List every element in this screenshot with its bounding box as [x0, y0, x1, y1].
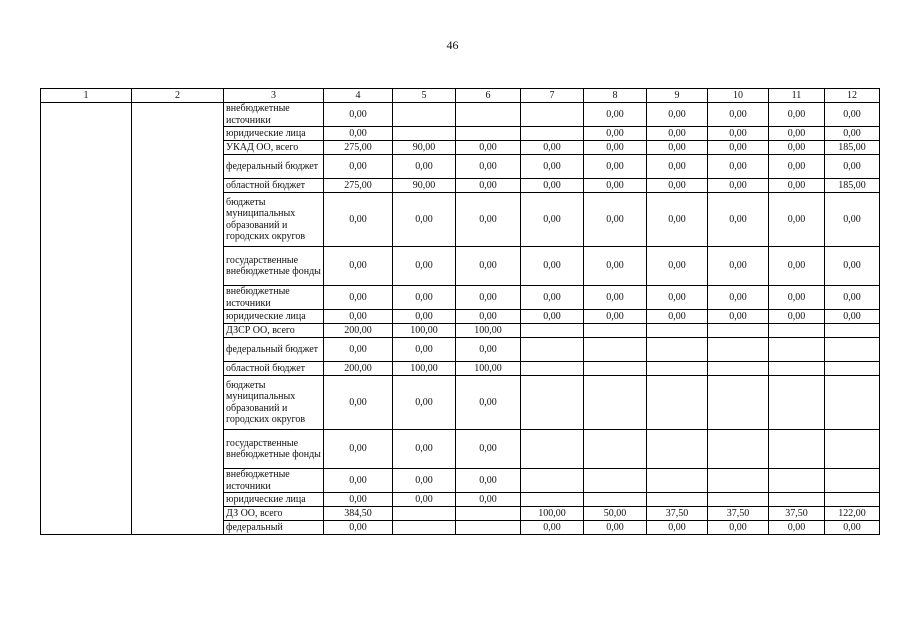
column-header: 8	[584, 89, 647, 103]
column-header: 2	[132, 89, 224, 103]
value-cell: 0,00	[456, 493, 521, 507]
value-cell	[584, 362, 647, 376]
row-label: юридические лица	[224, 493, 324, 507]
value-cell: 0,00	[708, 179, 769, 193]
merged-cell-col1	[41, 103, 132, 535]
value-cell	[769, 324, 825, 338]
value-cell: 0,00	[825, 247, 880, 286]
value-cell: 200,00	[324, 324, 393, 338]
value-cell: 0,00	[456, 469, 521, 493]
value-cell: 0,00	[521, 155, 584, 179]
value-cell	[584, 493, 647, 507]
value-cell	[456, 507, 521, 521]
value-cell: 0,00	[825, 310, 880, 324]
value-cell: 0,00	[584, 103, 647, 127]
value-cell	[769, 469, 825, 493]
value-cell: 0,00	[647, 155, 708, 179]
value-cell	[584, 430, 647, 469]
value-cell: 0,00	[393, 193, 456, 247]
value-cell: 0,00	[708, 127, 769, 141]
value-cell: 0,00	[584, 179, 647, 193]
value-cell	[393, 507, 456, 521]
row-label: федеральный бюджет	[224, 338, 324, 362]
value-cell: 0,00	[584, 141, 647, 155]
value-cell	[647, 338, 708, 362]
value-cell: 0,00	[324, 310, 393, 324]
value-cell	[825, 469, 880, 493]
value-cell	[825, 338, 880, 362]
value-cell: 0,00	[324, 469, 393, 493]
value-cell: 0,00	[324, 103, 393, 127]
value-cell	[825, 493, 880, 507]
value-cell: 0,00	[456, 247, 521, 286]
value-cell: 90,00	[393, 141, 456, 155]
column-header: 10	[708, 89, 769, 103]
value-cell: 0,00	[324, 286, 393, 310]
table-row	[41, 103, 880, 127]
value-cell	[825, 376, 880, 430]
value-cell	[521, 103, 584, 127]
value-cell	[521, 376, 584, 430]
value-cell: 0,00	[825, 127, 880, 141]
value-cell: 0,00	[521, 193, 584, 247]
value-cell: 275,00	[324, 141, 393, 155]
row-label: внебюджетные источники	[224, 286, 324, 310]
value-cell: 0,00	[825, 286, 880, 310]
value-cell: 0,00	[708, 155, 769, 179]
row-label: федеральный бюджет	[224, 155, 324, 179]
value-cell: 0,00	[393, 338, 456, 362]
value-cell: 0,00	[393, 247, 456, 286]
column-header: 9	[647, 89, 708, 103]
budget-table	[40, 88, 880, 535]
row-label: государственные внебюджетные фонды	[224, 430, 324, 469]
value-cell	[769, 430, 825, 469]
value-cell: 384,50	[324, 507, 393, 521]
value-cell	[647, 376, 708, 430]
row-label: областной бюджет	[224, 179, 324, 193]
value-cell: 100,00	[456, 362, 521, 376]
value-cell: 100,00	[393, 324, 456, 338]
row-label: внебюджетные источники	[224, 103, 324, 127]
value-cell: 0,00	[324, 376, 393, 430]
value-cell: 122,00	[825, 507, 880, 521]
row-label: федеральный	[224, 521, 324, 535]
value-cell: 0,00	[769, 179, 825, 193]
header-row	[41, 89, 880, 103]
value-cell: 0,00	[647, 193, 708, 247]
value-cell: 0,00	[521, 286, 584, 310]
value-cell	[647, 493, 708, 507]
value-cell	[769, 376, 825, 430]
value-cell: 0,00	[521, 310, 584, 324]
value-cell	[393, 521, 456, 535]
value-cell: 0,00	[393, 286, 456, 310]
value-cell: 0,00	[584, 521, 647, 535]
value-cell: 0,00	[456, 430, 521, 469]
column-header: 6	[456, 89, 521, 103]
value-cell	[647, 469, 708, 493]
value-cell: 0,00	[647, 127, 708, 141]
value-cell	[521, 469, 584, 493]
value-cell: 0,00	[769, 103, 825, 127]
value-cell	[521, 493, 584, 507]
value-cell: 0,00	[456, 376, 521, 430]
value-cell: 0,00	[647, 179, 708, 193]
value-cell: 37,50	[708, 507, 769, 521]
value-cell: 100,00	[456, 324, 521, 338]
value-cell: 275,00	[324, 179, 393, 193]
value-cell	[393, 127, 456, 141]
value-cell: 0,00	[647, 310, 708, 324]
value-cell: 0,00	[324, 493, 393, 507]
value-cell: 0,00	[456, 286, 521, 310]
value-cell: 0,00	[393, 493, 456, 507]
value-cell: 0,00	[708, 310, 769, 324]
value-cell: 185,00	[825, 179, 880, 193]
value-cell: 0,00	[521, 247, 584, 286]
value-cell: 0,00	[456, 179, 521, 193]
row-label: областной бюджет	[224, 362, 324, 376]
value-cell	[584, 338, 647, 362]
value-cell: 0,00	[521, 521, 584, 535]
value-cell: 0,00	[456, 141, 521, 155]
value-cell: 0,00	[393, 430, 456, 469]
value-cell	[521, 324, 584, 338]
column-header: 3	[224, 89, 324, 103]
row-label: внебюджетные источники	[224, 469, 324, 493]
value-cell: 0,00	[647, 286, 708, 310]
value-cell: 0,00	[647, 103, 708, 127]
value-cell	[456, 103, 521, 127]
value-cell	[521, 127, 584, 141]
value-cell: 0,00	[584, 286, 647, 310]
row-label: бюджеты муниципальных образований и городских округов	[224, 376, 324, 430]
value-cell: 0,00	[393, 310, 456, 324]
value-cell: 0,00	[769, 247, 825, 286]
row-label: ДЗСР ОО, всего	[224, 324, 324, 338]
value-cell	[584, 376, 647, 430]
value-cell: 0,00	[708, 521, 769, 535]
row-label: ДЗ ОО, всего	[224, 507, 324, 521]
value-cell	[708, 493, 769, 507]
value-cell: 0,00	[647, 247, 708, 286]
value-cell: 0,00	[324, 155, 393, 179]
value-cell	[647, 362, 708, 376]
value-cell	[393, 103, 456, 127]
value-cell: 0,00	[708, 141, 769, 155]
value-cell: 0,00	[393, 376, 456, 430]
value-cell: 0,00	[324, 521, 393, 535]
value-cell	[825, 362, 880, 376]
value-cell: 0,00	[393, 469, 456, 493]
value-cell: 0,00	[769, 155, 825, 179]
column-header: 5	[393, 89, 456, 103]
value-cell: 200,00	[324, 362, 393, 376]
value-cell	[825, 430, 880, 469]
value-cell: 0,00	[825, 103, 880, 127]
value-cell: 0,00	[825, 521, 880, 535]
value-cell: 0,00	[769, 310, 825, 324]
value-cell	[708, 362, 769, 376]
value-cell: 0,00	[584, 193, 647, 247]
value-cell: 0,00	[456, 155, 521, 179]
value-cell	[825, 324, 880, 338]
value-cell: 0,00	[324, 127, 393, 141]
row-label: юридические лица	[224, 127, 324, 141]
value-cell	[708, 376, 769, 430]
value-cell	[708, 430, 769, 469]
column-header: 11	[769, 89, 825, 103]
value-cell: 0,00	[324, 247, 393, 286]
value-cell: 0,00	[456, 338, 521, 362]
value-cell: 37,50	[769, 507, 825, 521]
value-cell	[521, 430, 584, 469]
value-cell	[584, 324, 647, 338]
value-cell	[521, 338, 584, 362]
value-cell: 0,00	[708, 193, 769, 247]
value-cell	[647, 324, 708, 338]
value-cell: 0,00	[393, 155, 456, 179]
value-cell	[708, 324, 769, 338]
value-cell: 0,00	[769, 286, 825, 310]
row-label: бюджеты муниципальных образований и городских округов	[224, 193, 324, 247]
value-cell: 37,50	[647, 507, 708, 521]
value-cell: 0,00	[456, 310, 521, 324]
value-cell: 0,00	[708, 103, 769, 127]
value-cell	[708, 469, 769, 493]
value-cell: 0,00	[521, 179, 584, 193]
value-cell: 0,00	[647, 521, 708, 535]
value-cell	[708, 338, 769, 362]
value-cell: 0,00	[521, 141, 584, 155]
value-cell	[647, 430, 708, 469]
value-cell: 0,00	[825, 193, 880, 247]
value-cell: 0,00	[647, 141, 708, 155]
row-label: УКАД ОО, всего	[224, 141, 324, 155]
value-cell	[769, 362, 825, 376]
value-cell: 0,00	[708, 286, 769, 310]
value-cell: 0,00	[324, 430, 393, 469]
value-cell	[769, 493, 825, 507]
value-cell: 0,00	[584, 247, 647, 286]
value-cell: 0,00	[324, 193, 393, 247]
row-label: юридические лица	[224, 310, 324, 324]
value-cell: 0,00	[769, 521, 825, 535]
value-cell: 0,00	[769, 141, 825, 155]
value-cell: 100,00	[393, 362, 456, 376]
value-cell: 0,00	[769, 127, 825, 141]
value-cell: 0,00	[825, 155, 880, 179]
value-cell	[521, 362, 584, 376]
value-cell: 0,00	[584, 127, 647, 141]
value-cell: 185,00	[825, 141, 880, 155]
value-cell: 0,00	[769, 193, 825, 247]
row-label: государственные внебюджетные фонды	[224, 247, 324, 286]
value-cell: 90,00	[393, 179, 456, 193]
column-header: 4	[324, 89, 393, 103]
value-cell	[456, 521, 521, 535]
value-cell	[456, 127, 521, 141]
merged-cell-col2	[132, 103, 224, 535]
column-header: 1	[41, 89, 132, 103]
value-cell: 0,00	[324, 338, 393, 362]
value-cell	[584, 469, 647, 493]
column-header: 12	[825, 89, 880, 103]
value-cell: 50,00	[584, 507, 647, 521]
value-cell: 0,00	[708, 247, 769, 286]
page-number: 46	[446, 38, 459, 52]
value-cell: 100,00	[521, 507, 584, 521]
column-header: 7	[521, 89, 584, 103]
value-cell: 0,00	[584, 310, 647, 324]
value-cell: 0,00	[456, 193, 521, 247]
value-cell	[769, 338, 825, 362]
value-cell: 0,00	[584, 155, 647, 179]
